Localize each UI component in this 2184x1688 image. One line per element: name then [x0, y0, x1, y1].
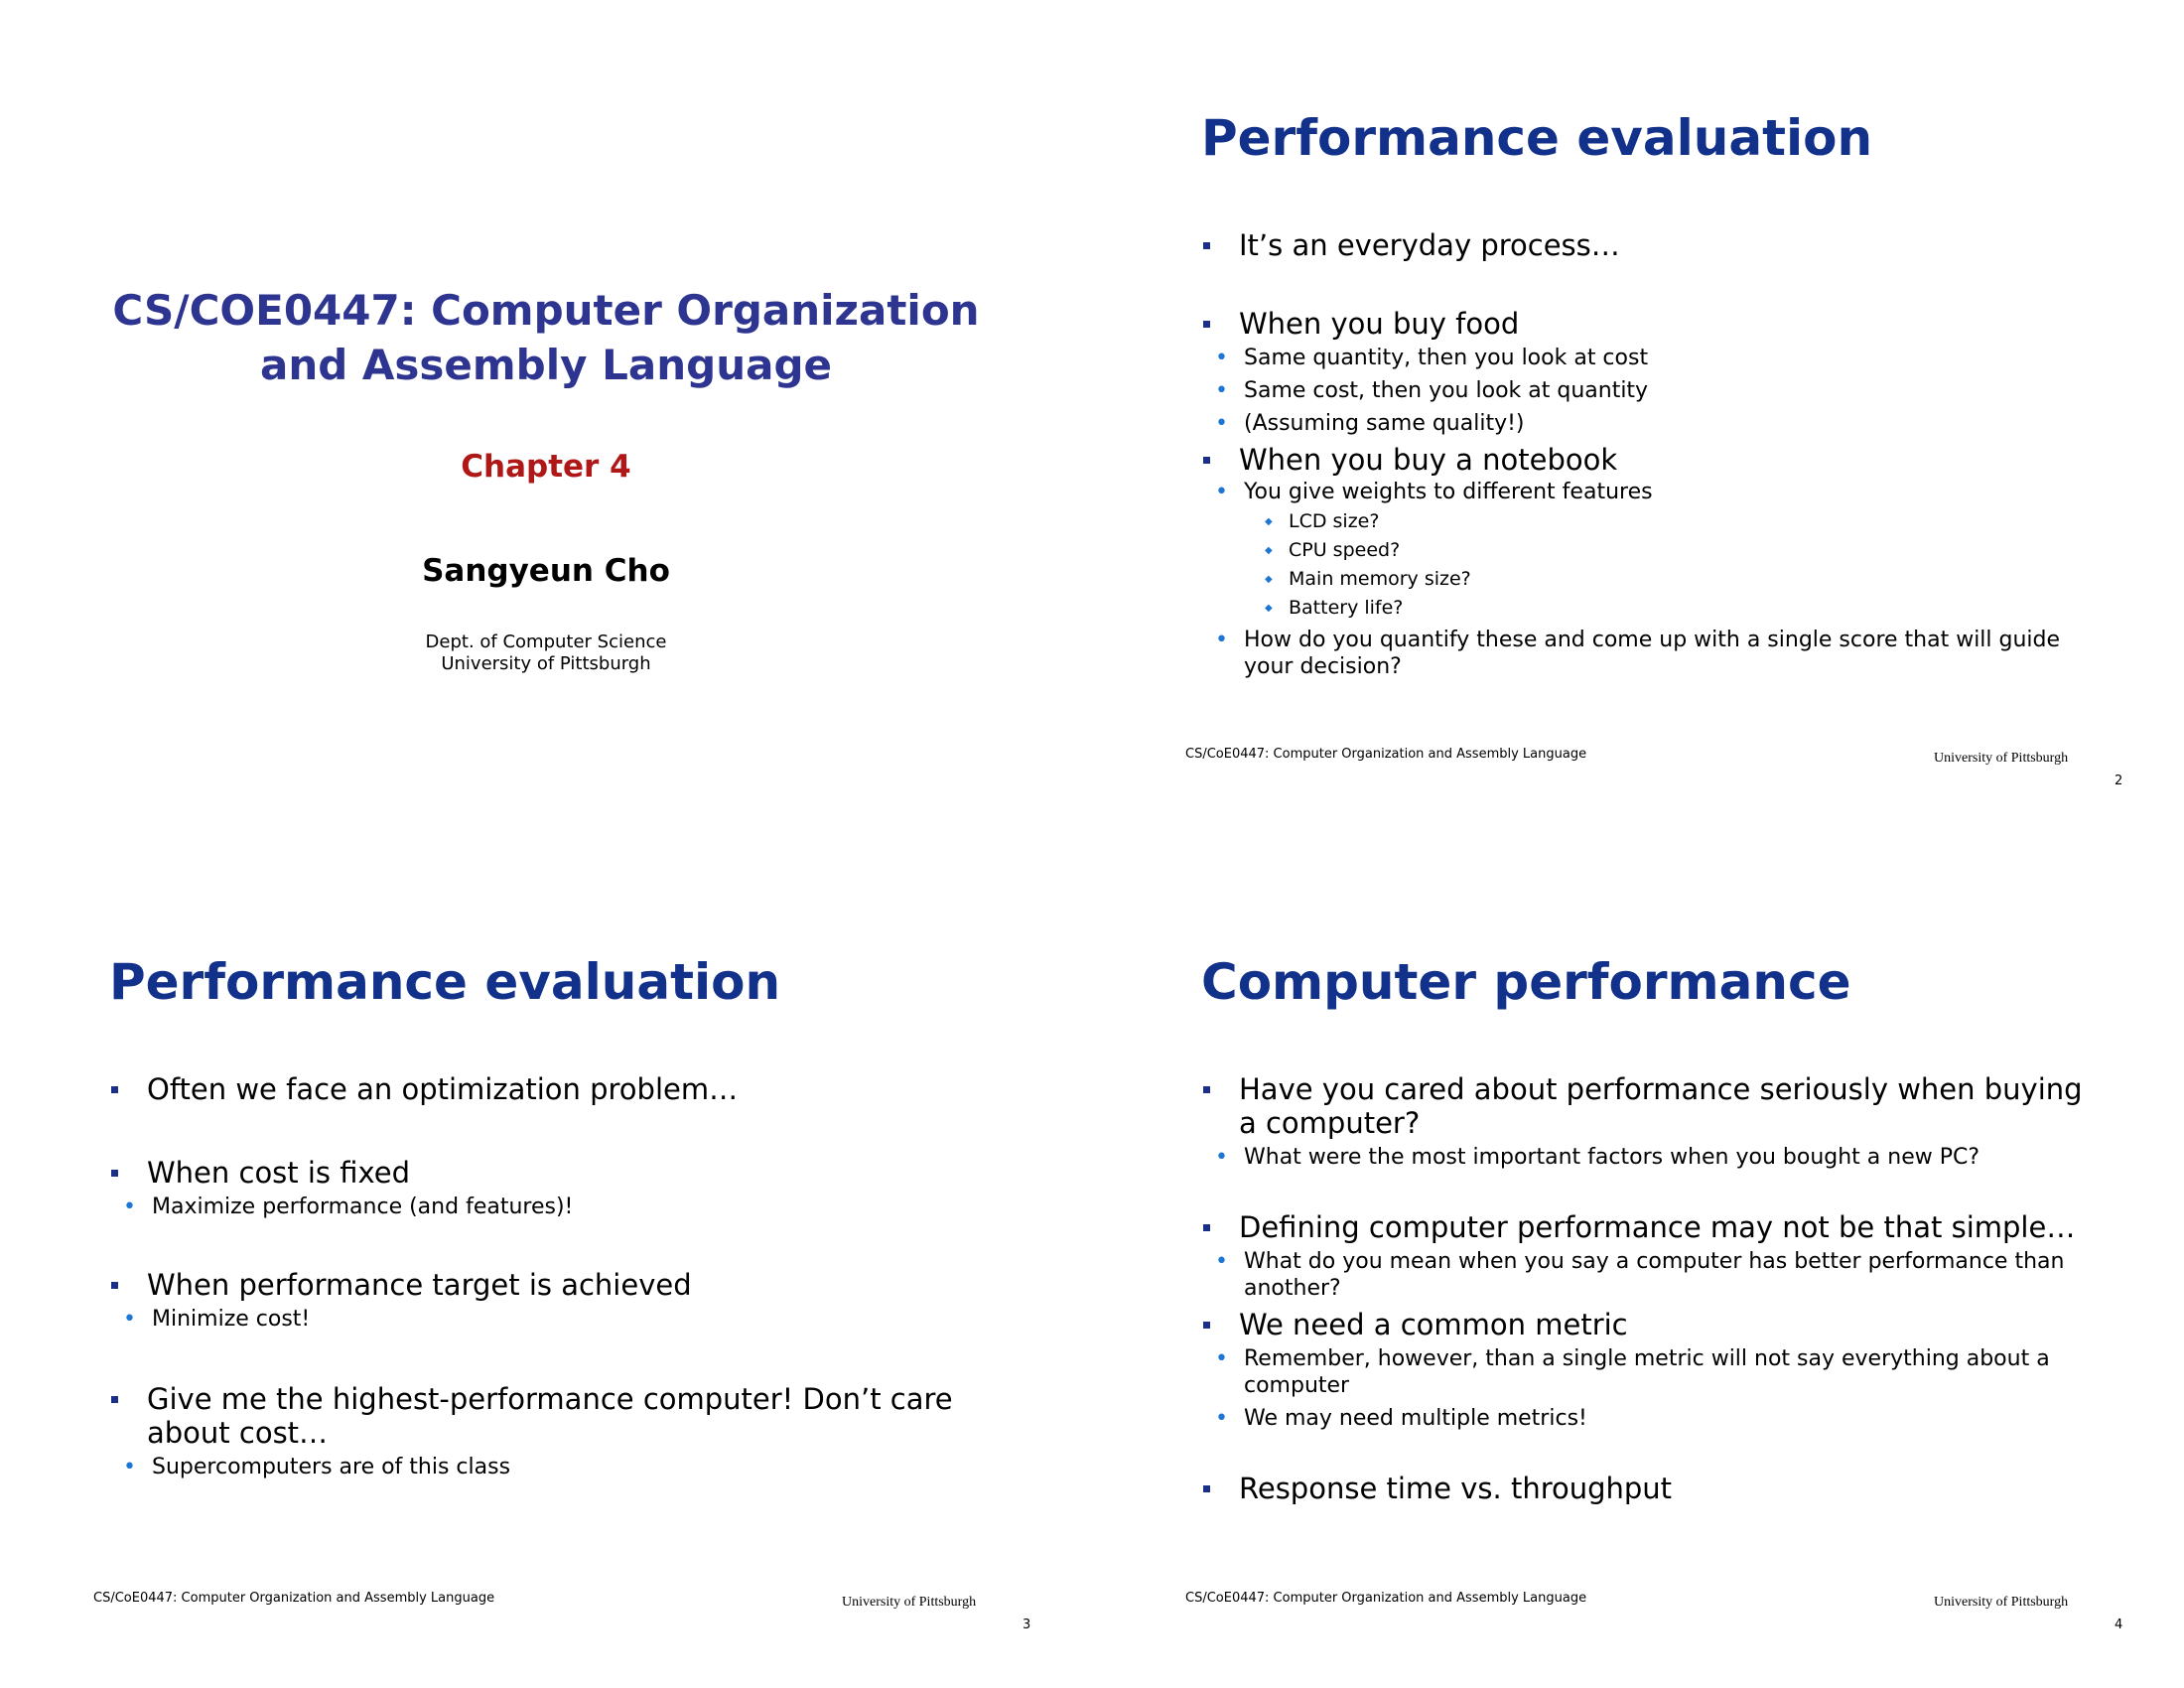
- footer-university: University of Pittsburgh: [1934, 1595, 2069, 1610]
- page-number: 4: [2115, 1618, 2123, 1632]
- page-number: 3: [1023, 1618, 1031, 1632]
- footer-course: CS/CoE0447: Computer Organization and Assembly Language: [93, 1591, 495, 1606]
- course-title-line-1: CS/COE0447: Computer Organization: [112, 286, 980, 335]
- sub-bullet: • What do you mean when you say a computer has better performance than another?: [1201, 1248, 2095, 1302]
- sub-bullet: • Maximize performance (and features)!: [109, 1194, 1003, 1220]
- slide-4: [1092, 844, 2184, 1688]
- slide-content: [109, 1072, 1003, 1480]
- university: University of Pittsburgh: [441, 653, 651, 674]
- sub-bullet: • We may need multiple metrics!: [1201, 1405, 2095, 1432]
- bullet: Have you cared about performance seriously when buying a computer?: [1201, 1072, 2095, 1140]
- sub-sub-bullet: ◆ Battery life?: [1201, 594, 2095, 623]
- bullet: Give me the highest-performance computer! Don’t care about cost…: [109, 1382, 1003, 1450]
- sub-bullet: • (Assuming same quality!): [1201, 410, 2095, 437]
- affiliation: [0, 632, 1092, 675]
- bullet: It’s an everyday process…: [1201, 228, 2095, 262]
- sub-bullet: • How do you quantify these and come up with a single score that will guide your decision?: [1201, 627, 2095, 680]
- bullet: Defining computer performance may not be that simple…: [1201, 1210, 2095, 1244]
- slide-title: Computer performance: [1201, 953, 1851, 1011]
- sub-bullet: • Supercomputers are of this class: [109, 1454, 1003, 1480]
- page-number: 2: [2115, 774, 2123, 788]
- bullet: When you buy a notebook: [1201, 443, 2095, 477]
- footer-course: CS/CoE0447: Computer Organization and Assembly Language: [1185, 1591, 1587, 1606]
- slide-content: [1201, 228, 2095, 680]
- sub-bullet: • Same cost, then you look at quantity: [1201, 377, 2095, 404]
- author-name: Sangyeun Cho: [422, 553, 670, 589]
- slide-title: Performance evaluation: [1201, 109, 1873, 167]
- footer-course: CS/CoE0447: Computer Organization and Assembly Language: [1185, 747, 1587, 762]
- footer-university: University of Pittsburgh: [842, 1595, 977, 1610]
- slide-title: Performance evaluation: [109, 953, 781, 1011]
- slide-1: [0, 0, 1092, 844]
- bullet: We need a common metric: [1201, 1308, 2095, 1341]
- slide-2: [1092, 0, 2184, 844]
- bullet: When performance target is achieved: [109, 1268, 1003, 1302]
- sub-sub-bullet: ◆ CPU speed?: [1201, 536, 2095, 565]
- sub-bullet: • Remember, however, than a single metric will not say everything about a computer: [1201, 1345, 2095, 1399]
- course-title-line-2: and Assembly Language: [259, 341, 832, 389]
- sub-bullet: • You give weights to different features: [1201, 479, 2095, 505]
- department: Dept. of Computer Science: [425, 632, 667, 652]
- sub-sub-bullet: ◆ LCD size?: [1201, 507, 2095, 536]
- chapter-label: Chapter 4: [461, 449, 631, 485]
- bullet: Often we face an optimization problem…: [109, 1072, 1003, 1106]
- slide-3: [0, 844, 1092, 1688]
- sub-bullet: • Same quantity, then you look at cost: [1201, 345, 2095, 371]
- bullet: Response time vs. throughput: [1201, 1472, 2095, 1505]
- footer-university: University of Pittsburgh: [1934, 751, 2069, 766]
- slide-content: [1201, 1072, 2095, 1505]
- sub-bullet: • What were the most important factors when you bought a new PC?: [1201, 1144, 2095, 1171]
- bullet: When cost is fixed: [109, 1156, 1003, 1190]
- course-title: [0, 283, 1092, 392]
- bullet: When you buy food: [1201, 307, 2095, 341]
- sub-bullet: • Minimize cost!: [109, 1306, 1003, 1333]
- sub-sub-bullet: ◆ Main memory size?: [1201, 565, 2095, 594]
